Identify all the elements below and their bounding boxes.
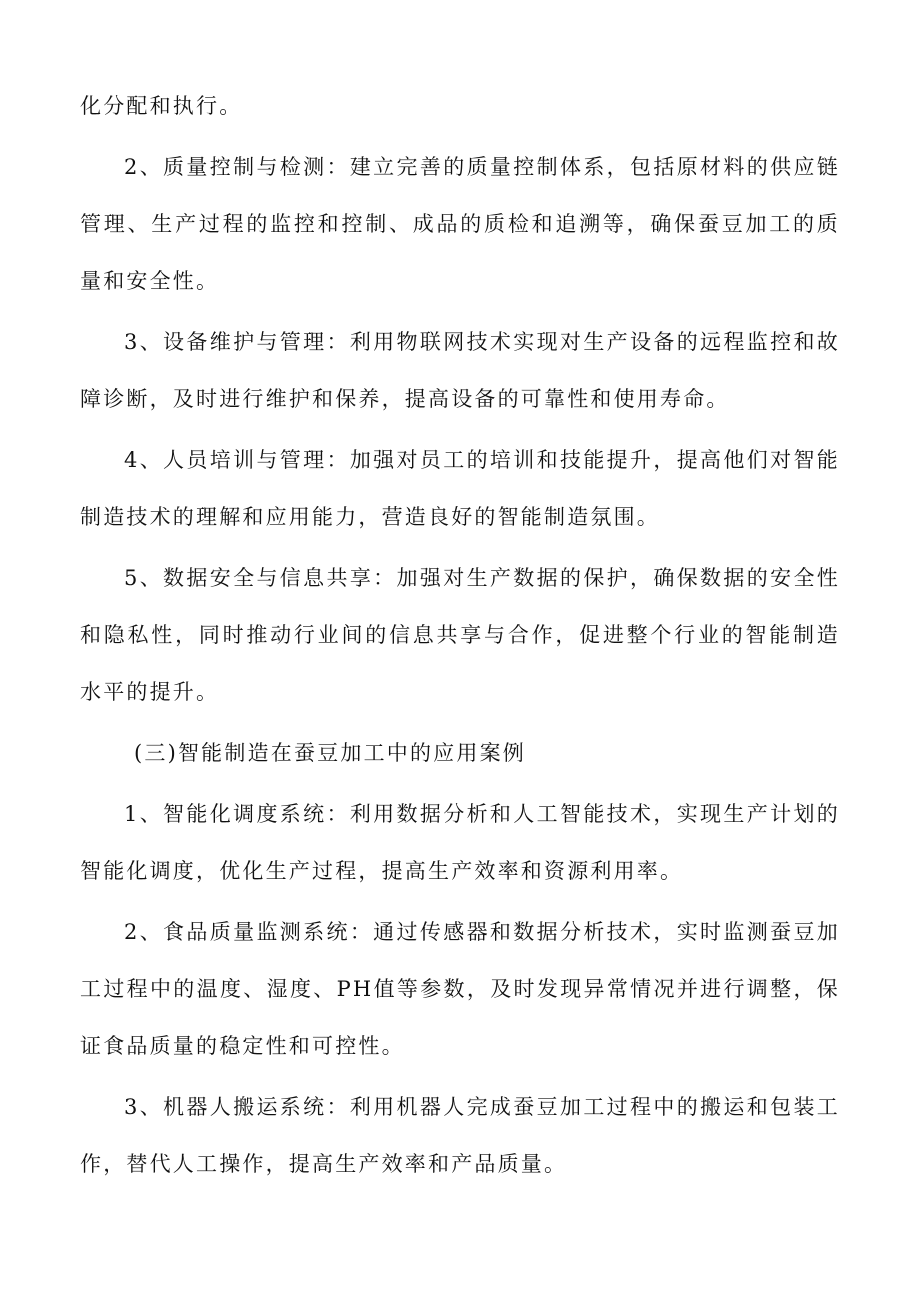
- section-heading: (三)智能制造在蚕豆加工中的应用案例: [134, 741, 526, 765]
- paragraph-quality-control: 2、质量控制与检测：建立完善的质量控制体系，包括原材料的供应链管理、生产过程的监控和控制、成品的质检和追溯等，确保蚕豆加工的质量和安全性。: [80, 155, 840, 293]
- case-scheduling-system: 1、智能化调度系统：利用数据分析和人工智能技术，实现生产计划的智能化调度，优化生产过程，提高生产效率和资源利用率。: [80, 802, 840, 883]
- case-robot-handling-system: 3、机器人搬运系统：利用机器人完成蚕豆加工过程中的搬运和包装工作，替代人工操作，提高生产效率和产品质量。: [80, 1095, 840, 1176]
- paragraph-equipment-maintenance: 3、设备维护与管理：利用物联网技术实现对生产设备的远程监控和故障诊断，及时进行维护和保养，提高设备的可靠性和使用寿命。: [80, 330, 840, 411]
- paragraph-staff-training: 4、人员培训与管理：加强对员工的培训和技能提升，提高他们对智能制造技术的理解和应用能力，营造良好的智能制造氛围。: [80, 448, 840, 529]
- document-page: [80, 78, 840, 1193]
- paragraph-continuation: 化分配和执行。: [80, 94, 243, 118]
- case-quality-monitoring-system: 2、食品质量监测系统：通过传感器和数据分析技术，实时监测蚕豆加工过程中的温度、湿度、PH值等参数，及时发现异常情况并进行调整，保证食品质量的稳定性和可控性。: [80, 920, 840, 1058]
- paragraph-data-security: 5、数据安全与信息共享：加强对生产数据的保护，确保数据的安全性和隐私性，同时推动行业间的信息共享与合作，促进整个行业的智能制造水平的提升。: [80, 566, 840, 704]
